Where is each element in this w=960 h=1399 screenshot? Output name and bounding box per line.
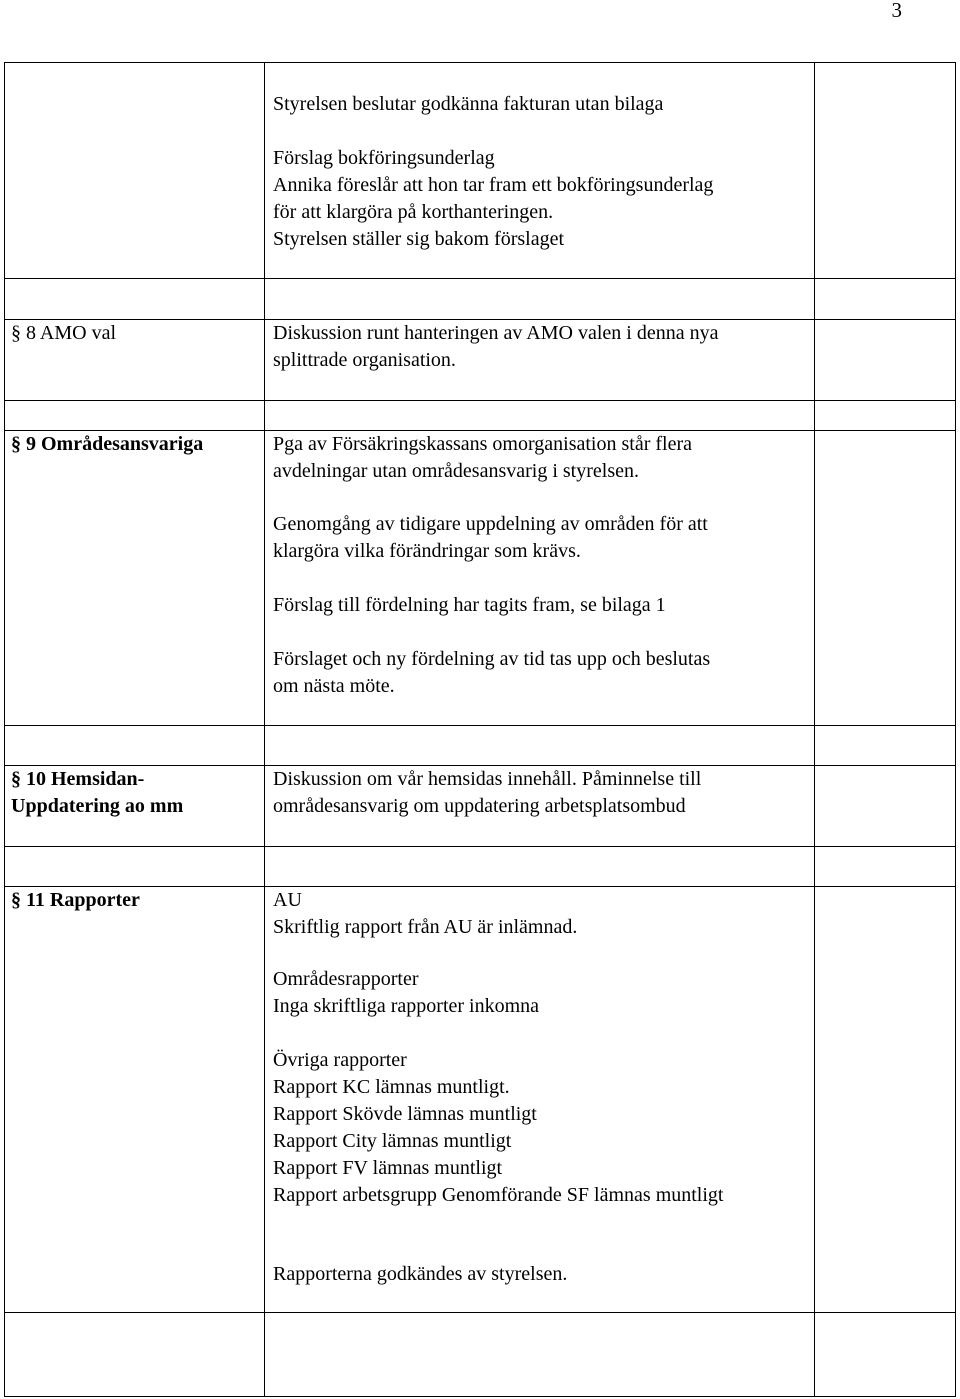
text-line: Förslag till fördelning har tagits fram, se bilaga 1 xyxy=(273,594,666,616)
text-line: Inga skriftliga rapporter inkomna xyxy=(273,995,540,1017)
table-border-bottom xyxy=(4,1396,956,1397)
text-line: Rapporterna godkändes av styrelsen. xyxy=(273,1263,568,1285)
section-11-text-decision xyxy=(273,1261,567,1288)
section-8-heading xyxy=(11,320,116,347)
text-line: Diskussion runt hanteringen av AMO valen i denna nya xyxy=(273,322,719,344)
section-10-text xyxy=(273,766,701,820)
section-11-heading xyxy=(11,887,140,914)
row-separator xyxy=(4,278,956,279)
text-line: klargöra vilka förändringar som krävs. xyxy=(273,540,581,562)
text-line: avdelningar utan områdesansvarig i styrelsen. xyxy=(273,460,639,482)
text-line: områdesansvarig om uppdatering arbetsplatsombud xyxy=(273,795,686,817)
column-divider-1 xyxy=(264,62,265,1397)
heading-line: § 8 AMO val xyxy=(11,322,116,344)
page-number: 3 xyxy=(891,0,902,22)
heading-line: § 9 Områdesansvariga xyxy=(11,433,204,455)
text-line: Diskussion om vår hemsidas innehåll. Påminnelse till xyxy=(273,768,702,790)
table-border-left xyxy=(4,62,5,1397)
section-10-heading xyxy=(11,766,183,820)
text-line: Rapport KC lämnas muntligt. xyxy=(273,1076,510,1098)
text-line: Förslaget och ny fördelning av tid tas upp och beslutas xyxy=(273,648,711,670)
row-separator xyxy=(4,846,956,847)
text-line: Rapport Skövde lämnas muntligt xyxy=(273,1103,537,1125)
text-line: Pga av Försäkringskassans omorganisation står flera xyxy=(273,433,692,455)
row-separator xyxy=(4,725,956,726)
text-line: Övriga rapporter xyxy=(273,1049,407,1071)
column-divider-2 xyxy=(814,62,815,1397)
row-continuation-text-2 xyxy=(273,145,713,253)
text-line: AU xyxy=(273,889,302,911)
text-line: Styrelsen ställer sig bakom förslaget xyxy=(273,228,565,250)
row-separator xyxy=(4,400,956,401)
text-line: Skriftlig rapport från AU är inlämnad. xyxy=(273,916,578,938)
text-line: Rapport FV lämnas muntligt xyxy=(273,1157,503,1179)
row-continuation-text-1 xyxy=(273,91,663,118)
section-8-text xyxy=(273,320,718,374)
section-11-text-omraden xyxy=(273,966,539,1020)
section-9-text-4 xyxy=(273,646,710,700)
text-line: för att klargöra på korthanteringen. xyxy=(273,201,554,223)
section-11-text-ovriga xyxy=(273,1047,723,1209)
text-line: om nästa möte. xyxy=(273,675,395,697)
text-line: splittrade organisation. xyxy=(273,349,456,371)
text-line: Rapport City lämnas muntligt xyxy=(273,1130,512,1152)
section-11-text-au xyxy=(273,887,577,941)
heading-line: § 10 Hemsidan- xyxy=(11,768,145,790)
text-line: Rapport arbetsgrupp Genomförande SF lämnas muntligt xyxy=(273,1184,724,1206)
section-9-heading xyxy=(11,431,203,458)
text-line: Områdesrapporter xyxy=(273,968,419,990)
heading-line: Uppdatering ao mm xyxy=(11,795,184,817)
text-line: Genomgång av tidigare uppdelning av områden för att xyxy=(273,513,708,535)
text-line: Styrelsen beslutar godkänna fakturan utan bilaga xyxy=(273,93,664,115)
section-9-text-2 xyxy=(273,511,708,565)
table-border-top xyxy=(4,62,956,63)
row-separator xyxy=(4,1312,956,1313)
section-9-text-3 xyxy=(273,592,666,619)
text-line: Annika föreslår att hon tar fram ett bokföringsunderlag xyxy=(273,174,714,196)
heading-line: § 11 Rapporter xyxy=(11,889,140,911)
section-9-text-1 xyxy=(273,431,692,485)
text-line: Förslag bokföringsunderlag xyxy=(273,147,495,169)
table-border-right xyxy=(955,62,956,1397)
